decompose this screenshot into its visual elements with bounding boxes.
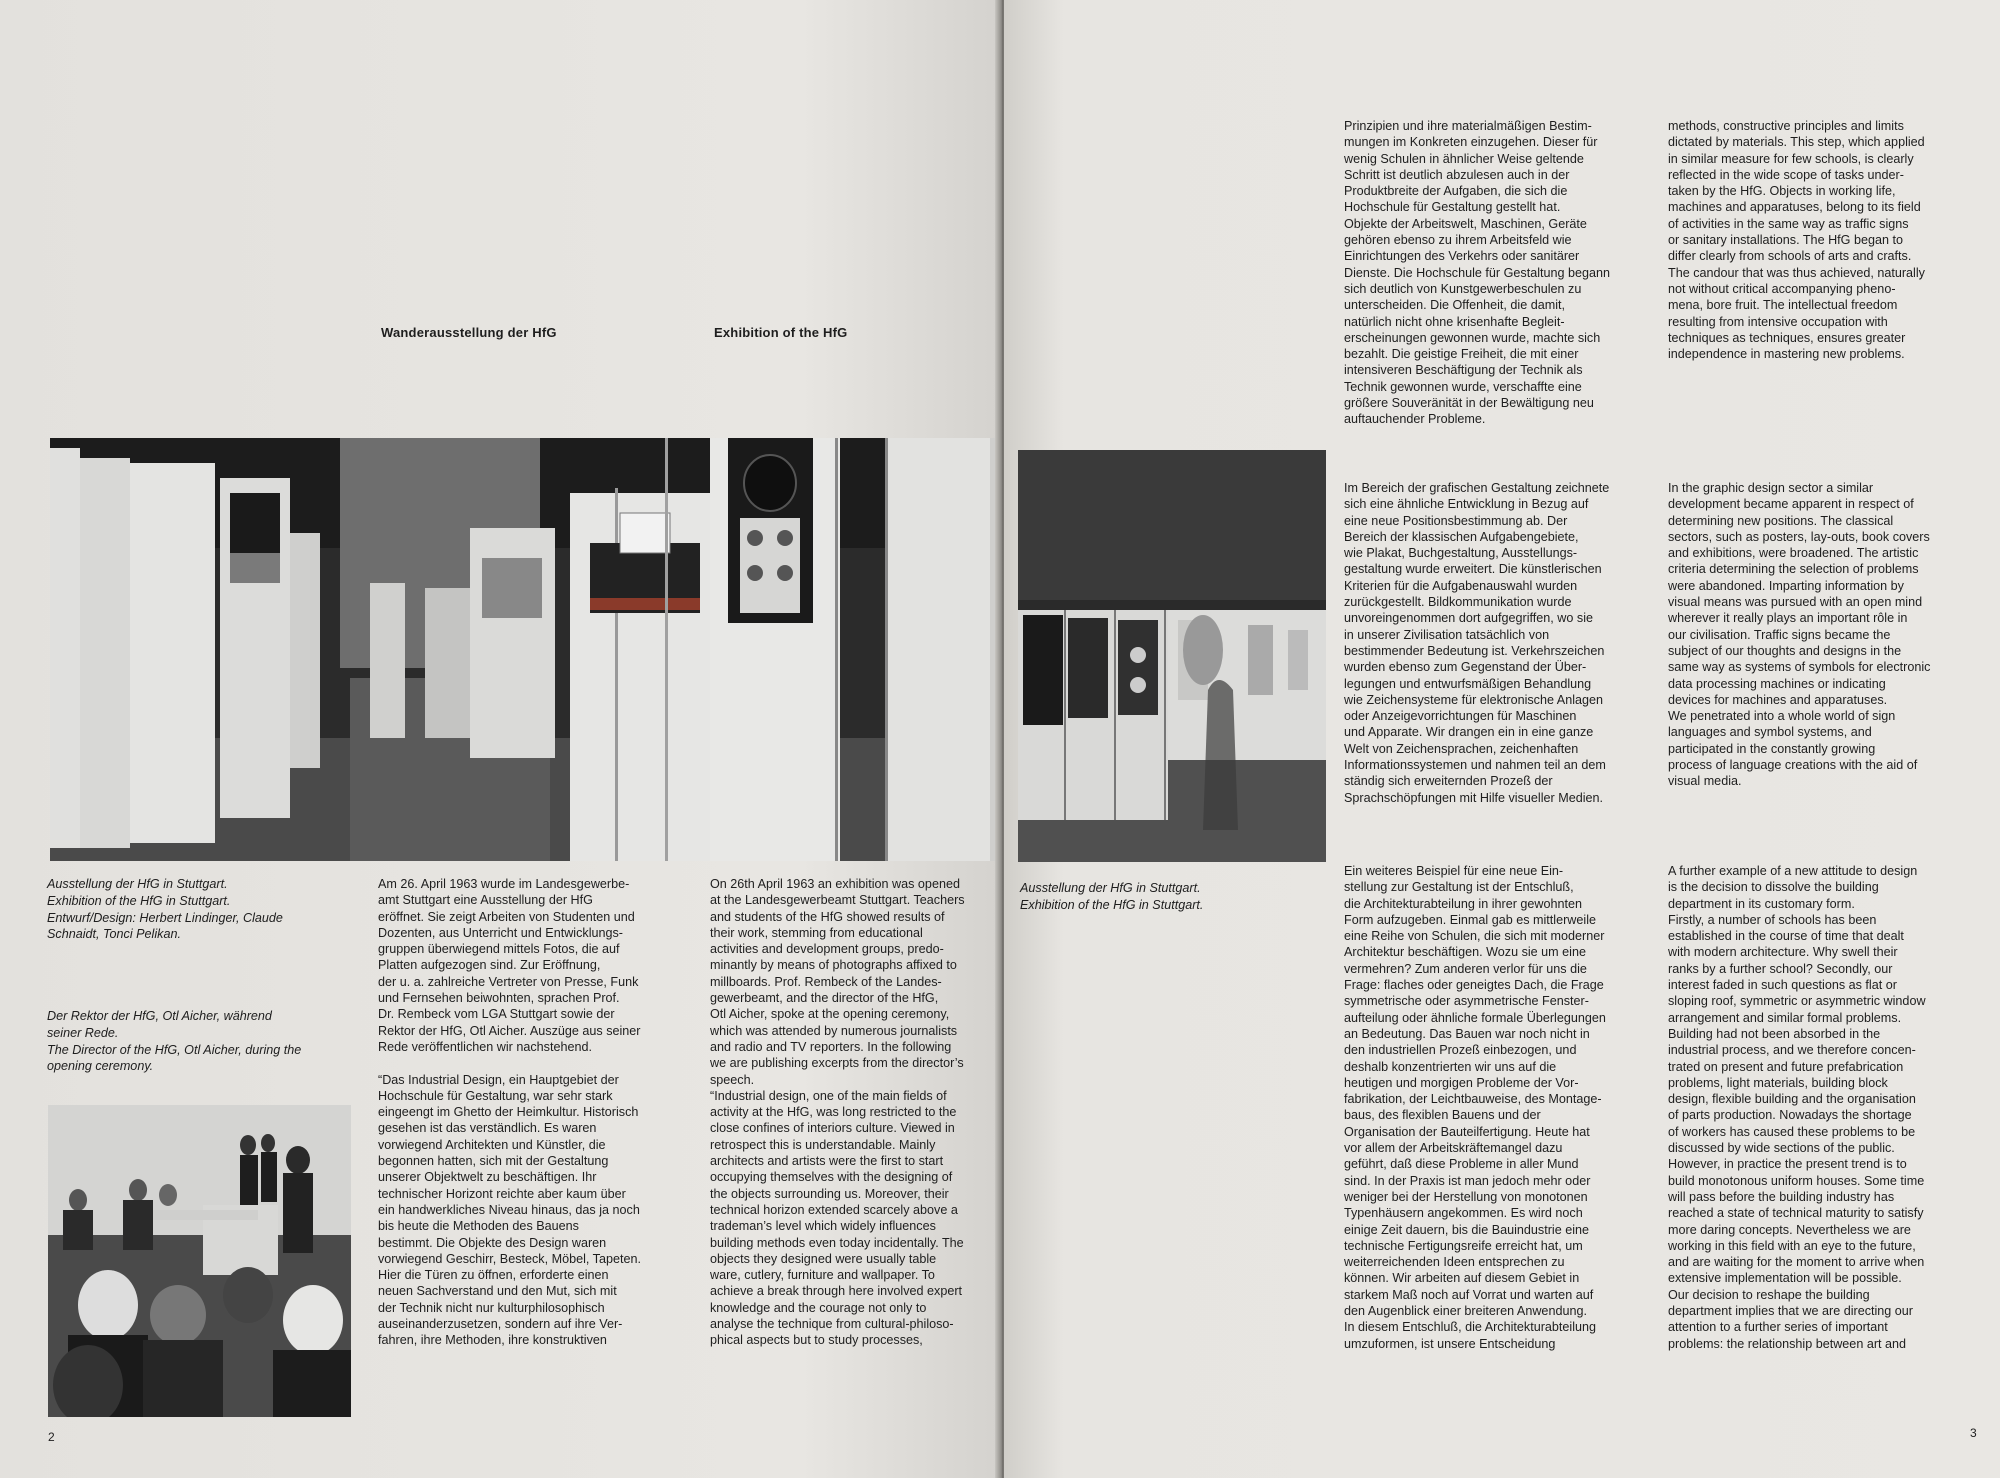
heading-german: Wanderausstellung der HfG — [381, 325, 557, 340]
german-block-3: Ein weiteres Beispiel für eine neue Ein- stellung zur Gestaltung ist der Entschluß, die Architekturabteilung in ihrer gewohnten Form aufzugeben. Einmal gab es mittlerweile eine Reihe von Schulen, die sich mit moderner Architektur beschäftigen. Wozu sie um eine vermehren? Zum anderen verlor für uns die Frage: flaches oder geneigtes Dach, die Frage symmetrische oder asymmetrische Fenster- aufteilung oder ähnliche formale Überlegungen an Bedeutung. Das Bauen war noch nicht in den industriellen Prozeß einbezogen, und deshalb konzentrierten wir uns auf die heutigen und morgigen Probleme der Vor- fabrikation, der Leichtbauweise, des Montage- baus, des flexiblen Bauens und der Organisation der Bauteilfertigung. Heute hat vor allem der Arbeitskräftemangel dazu geführt, daß diese Probleme in aller Mund sind. In der Praxis ist man jedoch mehr oder weniger bei der Herstellung von monotonen Typenhäusern angekommen. Es wird noch einige Zeit dauern, bis die Bauindustrie eine technische Fertigungsreife erreicht hat, um weiterreichenden Ideen entsprechen zu können. Wir arbeiten auf diesem Gebiet in starkem Maß noch auf Vorrat und warten auf den Augenblick einer breiteren Anwendung. In diesem Entschluß, die Architekturabteilung umzuformen, ist unsere Entscheidung — [1344, 864, 1606, 1351]
exhibition-photo-caption: Ausstellung der HfG in Stuttgart. Exhibition of the HfG in Stuttgart. Entwurf/Design: Herbert Lindinger, Claude Schnaidt, Tonci Pelikan. — [47, 877, 283, 942]
english-block-2: In the graphic design sector a similar development became apparent in respect of determining new positions. The classical sectors, such as posters, lay-outs, book covers and exhibitions, were broadened. The artistic criteria determining the selection of problems were abandoned. Imparting information by visual means was pursued with an open mind wherever it really plays an important rôle in our civilisation. Traffic signs became the subject of our thoughts and designs in the same way as systems of symbols for electronic data processing machines or indicating devices for machines and apparatuses. We penetrated into a whole world of sign languages and symbol systems, and participated in the constantly growing process of language creations with the aid of visual media. — [1668, 481, 1931, 789]
speech-photo-caption: Der Rektor der HfG, Otl Aicher, während seiner Rede. The Director of the HfG, Otl Aicher, during the opening ceremony. — [47, 1009, 302, 1074]
curved-photo-caption: Ausstellung der HfG in Stuttgart. Exhibition of the HfG in Stuttgart. — [1020, 881, 1204, 912]
english-block-3: A further example of a new attitude to design is the decision to dissolve the building department in its customary form. Firstly, a number of schools has been established in the course of time that dealt with modern architecture. Why swell their ranks by a further school? Secondly, our interest faded in such questions as flat or sloping roof, symmetric or asymmetric window arrangement and similar formal problems. Building had not been absorbed in the industrial process, and we therefore concen- trated on present and future prefabrication problems, light materials, building block design, flexible building and the organisation of parts production. Nowadays the shortage of workers has caused these problems to be discussed by wide sections of the public. However, in practice the present trend is to build monotonous uniform houses. Some time will pass before the building industry has reached a state of technical maturity to satisfy more daring concepts. Nevertheless we are working in this field with an eye to the future, and are waiting for the moment to arrive when extensive implementation will be possible. Our decision to reshape the building department implies that we are directing our attention to a further series of important problems: the relationship between art and — [1668, 864, 1926, 1351]
heading-english: Exhibition of the HfG — [714, 325, 848, 340]
german-article-column: Am 26. April 1963 wurde im Landesgewerbe- amt Stuttgart eine Ausstellung der HfG eröffnet. Sie zeigt Arbeiten von Studenten und Dozenten, aus Unterricht und Entwicklungs- gruppen überwiegend mittels Fotos, die auf Platten aufgezogen sind. Zur Eröffnung, der u. a. zahlreiche Vertreter von Presse, Funk und Fernsehen beiwohnten, sprachen Prof. Dr. Rembeck vom LGA Stuttgart sowie der Rektor der HfG, Otl Aicher. Auszüge aus seiner Rede veröffentlichen wir nachstehend. “Das Industrial Design, ein Hauptgebiet der Hochschule für Gestaltung, war sehr stark eingeengt im Ghetto der Heimkultur. Historisch gesehen ist das verständlich. Es waren vorwiegend Architekten und Künstler, die begonnen hatten, sich mit der Gestaltung unserer Objektwelt zu beschäftigen. Ihr technischer Horizont reichte aber kaum über ein handwerkliches Niveau hinaus, das ja noch bis heute die Methoden des Bauens bestimmt. Die Objekte des Design waren vorwiegend Geschirr, Besteck, Möbel, Tapeten. Hier die Türen zu öffnen, erforderte einen neuen Sachverstand und den Mut, sich mit der Technik nicht nur kulturphilosophisch auseinanderzusetzen, sondern auf ihre Ver- fahren, ihre Methoden, ihre konstruktiven — [378, 877, 641, 1348]
german-block-2: Im Bereich der grafischen Gestaltung zeichnete sich eine ähnliche Entwicklung in Bezug auf eine neue Positionsbestimmung ab. Der Bereich der klassischen Aufgabengebiete, wie Plakat, Buchgestaltung, Ausstellungs- gestaltung wurde erweitert. Die künstlerischen Kriterien für die Aufgabenauswahl wurden zurückgestellt. Bildkommunikation wurde unvoreingenommen dort aufgegriffen, wo sie in unserer Zivilisation tatsächlich von bestimmender Bedeutung ist. Verkehrszeichen wurden ebenso zum Gegenstand der Über- legungen und entwurfsmäßigen Behandlung wie Zeichensysteme für elektronische Anlagen oder Anzeigevorrichtungen für Maschinen und Apparate. Wir drangen ein in eine ganze Welt von Zeichensprachen, zeichenhaften Informationssystemen und nahmen teil an dem ständig sich erweiternden Prozeß der Sprachschöpfungen mit Hilfe visueller Medien. — [1344, 481, 1610, 805]
curved-exhibition-photo — [1018, 450, 1326, 862]
english-article-column: On 26th April 1963 an exhibition was opened at the Landesgewerbeamt Stuttgart. Teachers and students of the HfG showed results of their work, stemming from educational activities and development groups, predo- minantly by means of photographs affixed to millboards. Prof. Rembeck of the Landes- gewerbeamt, and the director of the HfG, Otl Aicher, spoke at the opening ceremony, which was attended by numerous journalists and radio and TV reporters. In the following we are publishing excerpts from the director’s speech. “Industrial design, one of the main fields of activity at the HfG, was long restricted to the close confines of interiors culture. Viewed in retrospect this is understandable. Mainly architects and artists were the first to start occupying themselves with the designing of the objects surrounding us. Moreover, their technical horizon extended scarcely above a trademan’s level which widely influences building methods even today incidentally. The objects they designed were usually table ware, cutlery, furniture and wallpaper. To achieve a break through here involved expert knowledge and the courage not only to analyse the technique from cultural-philoso- phical aspects but to study processes, — [710, 877, 965, 1348]
page-number-left: 2 — [48, 1430, 55, 1444]
right-page — [1004, 0, 2000, 1478]
english-block-1: methods, constructive principles and limits dictated by materials. This step, which applied in similar measure for few schools, is clearly reflected in the wide scope of tasks under- taken by the HfG. Objects in working life, machines and apparatuses, belong to its field of activities in the same way as traffic signs or sanitary installations. The HfG began to differ clearly from schools of arts and crafts. The candour that was thus achieved, naturally not without critical accompanying pheno- mena, bore fruit. The intellectual freedom resulting from intensive occupation with techniques as techniques, ensures greater independence in mastering new problems. — [1668, 119, 1925, 362]
page-number-right: 3 — [1970, 1426, 1977, 1440]
speech-photo — [48, 1105, 351, 1417]
german-block-1: Prinzipien und ihre materialmäßigen Bestim- mungen im Konkreten einzugehen. Dieser für wenig Schulen in ähnlicher Weise geltende Schritt ist deutlich abzulesen auch in der Produktbreite der Aufgaben, die sich die Hochschule für Gestaltung gestellt hat. Objekte der Arbeitswelt, Maschinen, Geräte gehören ebenso zu ihrem Arbeitsfeld wie Einrichtungen des Verkehrs oder sanitärer Dienste. Die Hochschule für Gestaltung begann sich deutlich von Kunstgewerbeschulen zu unterscheiden. Die Offenheit, die damit, natürlich nicht ohne krisenhafte Begleit- erscheinungen gewonnen wurde, machte sich bezahlt. Die geistige Freiheit, die mit einer intensiveren Beschäftigung der Technik als Technik gewonnen wurde, verschaffte eine größere Souveränität in der Bewältigung neu auftauchender Probleme. — [1344, 119, 1611, 427]
exhibition-photo — [50, 438, 1000, 861]
